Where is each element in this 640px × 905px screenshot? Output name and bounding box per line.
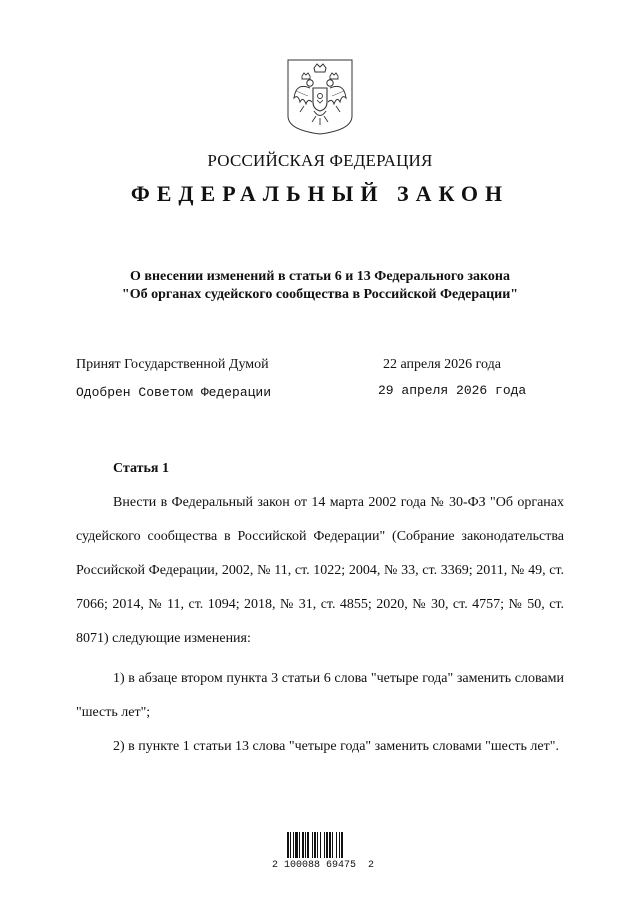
barcode-bar xyxy=(339,832,340,858)
barcode-bar xyxy=(341,832,343,858)
barcode-bar xyxy=(336,832,337,858)
barcode-bar xyxy=(305,832,306,858)
article-item-1: 1) в абзаце втором пункта 3 статьи 6 слова "четыре года" заменить словами "шесть лет"; xyxy=(76,671,564,720)
article-heading: Статья 1 xyxy=(113,461,169,476)
barcode-bar xyxy=(295,832,298,858)
barcode-bar xyxy=(290,832,291,858)
article-intro-paragraph: Внести в Федеральный закон от 14 марта 2002 года № 30-ФЗ "Об органах судейского сообщества в Российской Федерации" (Собрание законодательства Российской Федерации, 2002, № 11, ст. 1022; 2004, № 33, ст. 3369; 2011, № 49, ст. 7066; 2014, № 11, ст. 1094; 2018, № 31, ст. 4855; 2020, № 30, ст. 4757; № 50, ст. 8071) следующие изменения: xyxy=(76,495,564,646)
barcode-bar xyxy=(329,832,331,858)
law-title-line-2: "Об органах судейского сообщества в Российской Федерации" xyxy=(121,287,519,302)
barcode-number: 2 100088 69475 2 xyxy=(271,860,375,871)
state-name: РОССИЙСКАЯ ФЕДЕРАЦИЯ xyxy=(207,151,433,170)
barcode-bar xyxy=(312,832,313,858)
barcode-bar xyxy=(302,832,304,858)
barcode-bar xyxy=(293,832,294,858)
state-emblem xyxy=(286,58,354,136)
barcode-bar xyxy=(287,832,289,858)
council-approval-label: Одобрен Советом Федерации xyxy=(76,385,272,400)
barcode-bar xyxy=(324,832,325,858)
council-approval-date: 29 апреля 2026 года xyxy=(378,383,527,398)
barcode-bar xyxy=(299,832,300,858)
barcode-bar xyxy=(307,832,309,858)
law-title-line-1: О внесении изменений в статьи 6 и 13 Федерального закона xyxy=(130,269,510,284)
barcode-bar xyxy=(332,832,333,858)
barcode-bar xyxy=(317,832,318,858)
barcode-bar xyxy=(326,832,328,858)
law-title xyxy=(60,268,580,304)
duma-adoption-label: Принят Государственной Думой xyxy=(76,357,269,372)
barcode xyxy=(287,828,357,858)
article-item-2: 2) в пункте 1 статьи 13 слова "четыре года" заменить словами "шесть лет". xyxy=(113,739,559,754)
document-type: ФЕДЕРАЛЬНЫЙ ЗАКОН xyxy=(130,181,510,206)
duma-adoption-date: 22 апреля 2026 года xyxy=(383,357,501,372)
coat-of-arms-icon xyxy=(286,58,354,136)
barcode-bar xyxy=(320,832,321,858)
barcode-bar xyxy=(314,832,316,858)
